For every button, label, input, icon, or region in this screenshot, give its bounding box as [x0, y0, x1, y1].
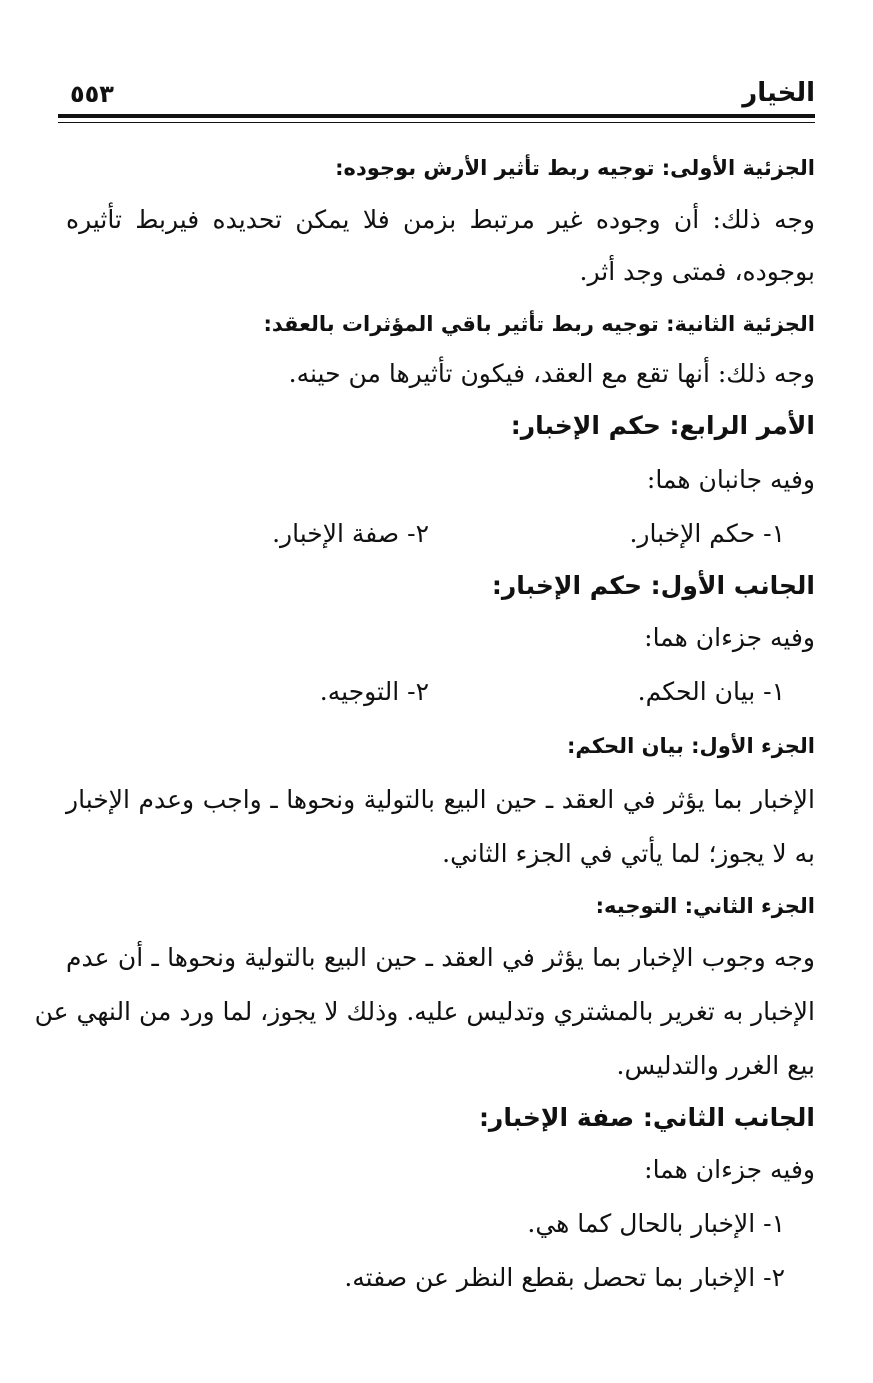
list-item: ٢- التوجيه.: [319, 677, 429, 706]
page-header: [58, 78, 815, 110]
page-number: ٥٥٣: [70, 80, 114, 108]
subheading-part-two: الجزء الثاني: التوجيه:: [595, 894, 815, 918]
list-item: ١- الإخبار بالحال كما هي.: [527, 1209, 785, 1238]
subheading-part-one: الجزء الأول: بيان الحكم:: [566, 734, 815, 758]
paragraph-line: وجه ذلك: أن وجوده غير مرتبط بزمن فلا يمكن تحديده فيربط تأثيره: [66, 205, 815, 234]
list-item: ١- حكم الإخبار.: [629, 519, 785, 548]
running-title: الخيار: [742, 78, 815, 108]
list-item: ١- بيان الحكم.: [637, 677, 785, 706]
paragraph-line: وفيه جزءان هما:: [644, 1155, 815, 1184]
subsection-heading: الجانب الأول: حكم الإخبار:: [491, 571, 815, 600]
paragraph-line: وفيه جزءان هما:: [644, 623, 815, 652]
subheading-part-one: الجزئية الأولى: توجيه ربط تأثير الأرش بوجوده:: [335, 156, 815, 180]
subheading-part-two: الجزئية الثانية: توجيه ربط تأثير باقي المؤثرات بالعقد:: [263, 312, 815, 336]
paragraph-line: به لا يجوز؛ لما يأتي في الجزء الثاني.: [442, 839, 815, 868]
paragraph-line: وجه وجوب الإخبار بما يؤثر في العقد ـ حين البيع بالتولية ونحوها ـ أن عدم: [66, 943, 815, 972]
list-item: ٢- الإخبار بما تحصل بقطع النظر عن صفته.: [344, 1263, 785, 1292]
paragraph-line: الإخبار بما يؤثر في العقد ـ حين البيع بالتولية ونحوها ـ واجب وعدم الإخبار: [66, 785, 815, 814]
header-rule-thick: [58, 114, 815, 118]
paragraph-line: بوجوده، فمتى وجد أثر.: [579, 257, 815, 286]
subsection-heading: الجانب الثاني: صفة الإخبار:: [478, 1103, 815, 1132]
list-item: ٢- صفة الإخبار.: [272, 519, 429, 548]
section-heading: الأمر الرابع: حكم الإخبار:: [510, 411, 815, 440]
paragraph-line: الإخبار به تغرير بالمشتري وتدليس عليه. وذلك لا يجوز، لما ورد من النهي عن: [34, 997, 815, 1026]
paragraph-line: وجه ذلك: أنها تقع مع العقد، فيكون تأثيرها من حينه.: [288, 359, 815, 388]
paragraph-line: بيع الغرر والتدليس.: [616, 1051, 815, 1080]
header-rule-thin: [58, 122, 815, 123]
paragraph-line: وفيه جانبان هما:: [646, 465, 815, 494]
